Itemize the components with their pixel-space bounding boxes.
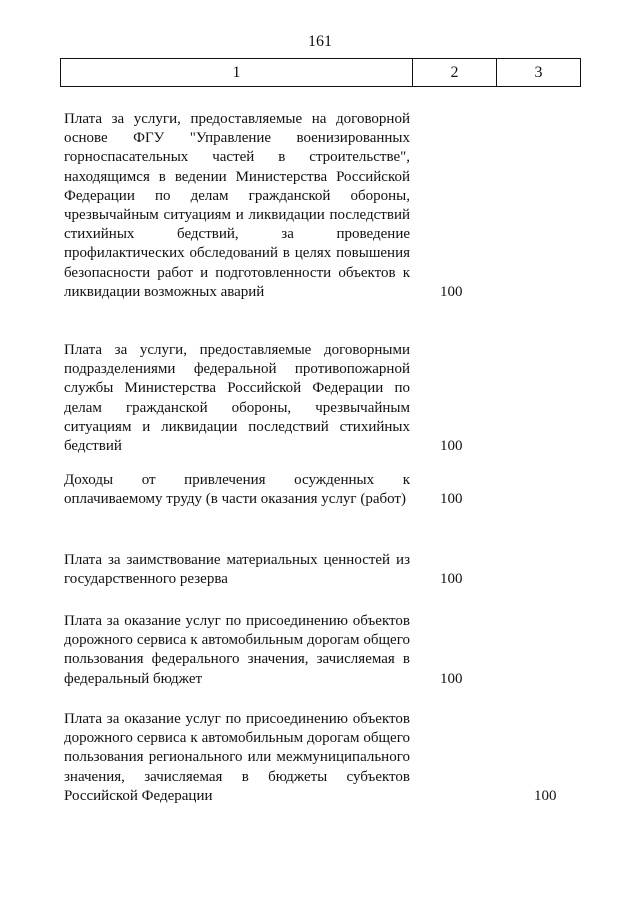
header-col-2: 2: [413, 59, 497, 86]
row-description: Плата за услуги, предоставляемые на договорной основе ФГУ "Управление военизированных горноспасательных частей в строительстве", находящимся в ведении Министерства Российской Федерации по делам гражданской обороны, чрезвычайным ситуациям и ликвидации последствий стихийных бедствий, за проведение профилактических обследований в целях повышения безопасности работ и подготовленности объектов к ликвидации возможных аварий: [64, 111, 410, 300]
row-value-col2: 100: [440, 438, 463, 455]
table-row: [64, 710, 584, 806]
table-row: [64, 341, 584, 456]
row-description: Доходы от привлечения осужденных к оплачиваемому труду (в части оказания услуг (работ): [64, 472, 410, 508]
table-row: [64, 551, 584, 589]
row-description: Плата за услуги, предоставляемые договорными подразделениями федеральной противопожарной службы Министерства Российской Федерации по делам гражданской обороны, чрезвычайным ситуациям и ликвидации последствий стихийных бедствий: [64, 342, 410, 455]
table-header: [60, 58, 581, 87]
row-description: Плата за оказание услуг по присоединению объектов дорожного сервиса к автомобильным дорогам общего пользования федерального значения, зачисляемая в федеральный бюджет: [64, 613, 410, 687]
page-number: 161: [308, 33, 332, 50]
row-value-col2: 100: [440, 491, 463, 508]
header-col-1: 1: [61, 59, 413, 86]
row-value-col2: 100: [440, 283, 463, 300]
row-value-col2: 100: [440, 571, 463, 588]
table-row: [64, 110, 584, 302]
row-value-col2: 100: [440, 670, 463, 687]
row-value-col3: 100: [534, 787, 557, 804]
table-row: [64, 471, 584, 509]
row-description: Плата за оказание услуг по присоединению объектов дорожного сервиса к автомобильным дорогам общего пользования регионального или межмуниципального значения, зачисляемая в бюджеты субъектов Российской Федерации: [64, 711, 410, 804]
table-row: [64, 612, 584, 689]
row-description: Плата за заимствование материальных ценностей из государственного резерва: [64, 552, 410, 588]
header-col-3: 3: [534, 63, 543, 81]
